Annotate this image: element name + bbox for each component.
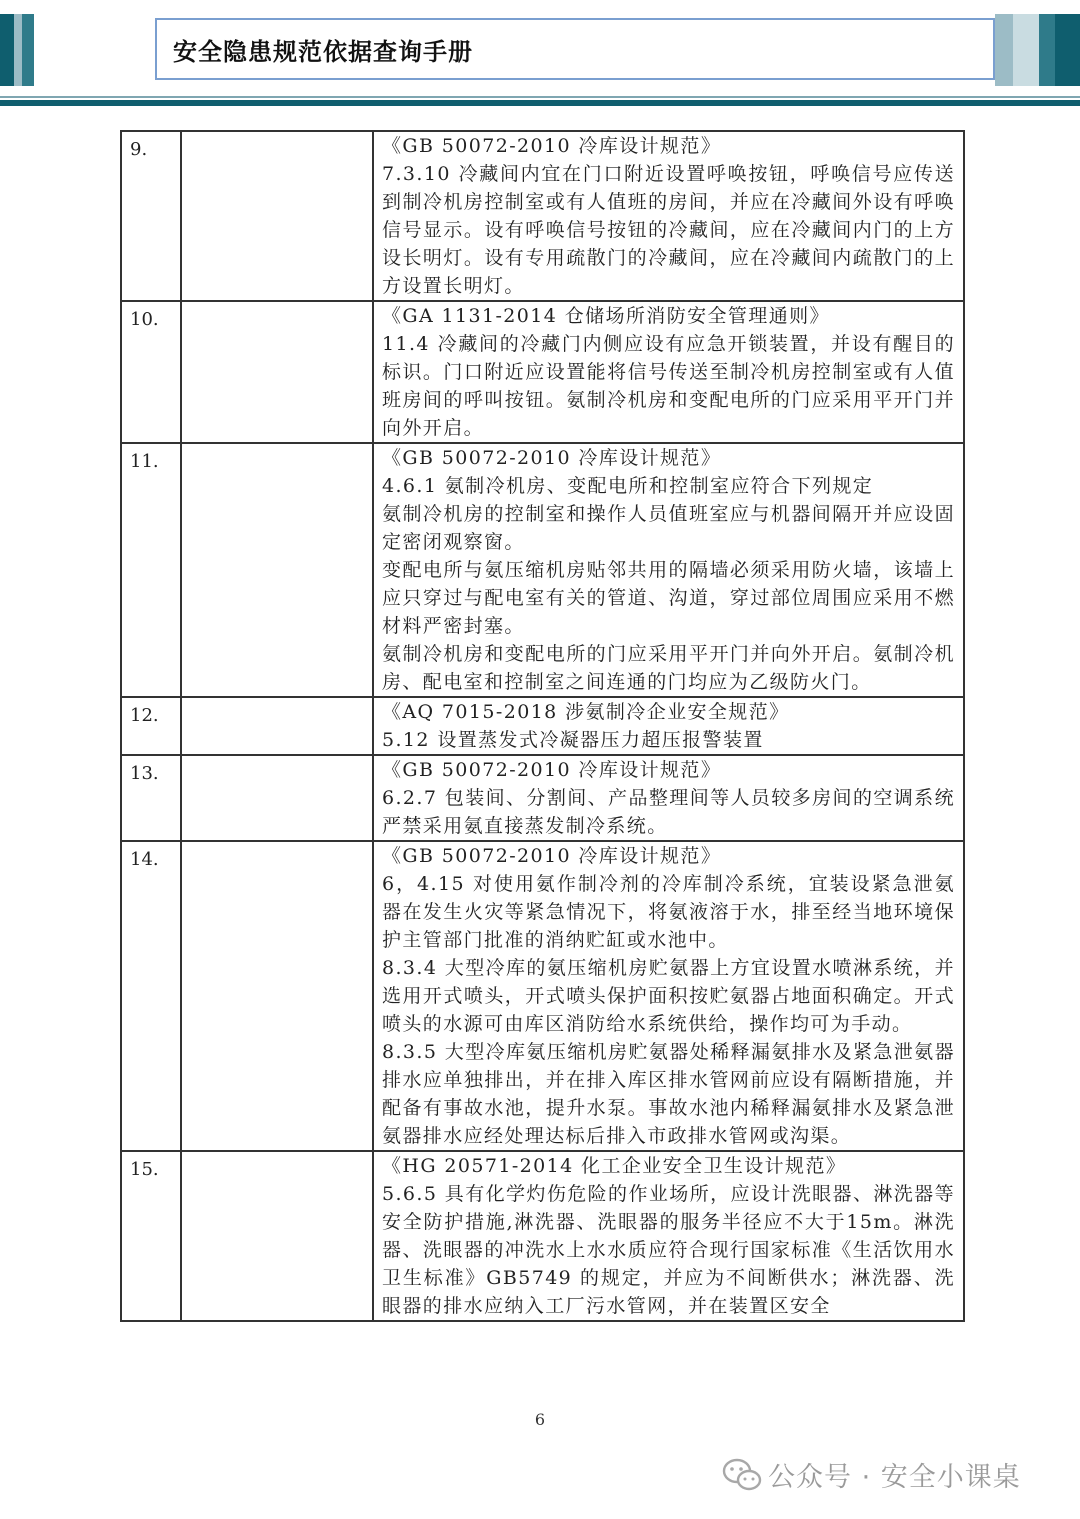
clause-text: 变配电所与氨压缩机房贴邻共用的隔墙必须采用防火墙，该墙上应只穿过与配电室有关的管道、沟道，穿过部位周围应采用不燃材料严密封塞。 — [382, 559, 955, 637]
clause-text: 氨制冷机房的控制室和操作人员值班室应与机器间隔开并应设固定密闭观察窗。 — [382, 503, 955, 553]
row-text-cell — [373, 1151, 964, 1321]
row-text — [374, 444, 963, 696]
page-header — [0, 0, 1080, 108]
watermark-text: 公众号 · 安全小课桌 — [768, 1462, 1021, 1493]
table-row — [121, 697, 964, 755]
header-stripe-right-4 — [1055, 14, 1080, 86]
header-stripe-mid-left — [22, 14, 34, 86]
table-row — [121, 841, 964, 1151]
row-empty-cell — [181, 131, 373, 301]
row-text — [374, 756, 963, 840]
standard-title: 《GB 50072-2010 冷库设计规范》 — [382, 845, 722, 867]
row-number-cell — [121, 301, 181, 443]
row-number: 11. — [130, 451, 159, 472]
table-row — [121, 755, 964, 841]
row-text-cell — [373, 841, 964, 1151]
table-row — [121, 131, 964, 301]
row-text-cell — [373, 697, 964, 755]
page-number: 6 — [534, 1410, 546, 1429]
standard-title: 《AQ 7015-2018 涉氨制冷企业安全规范》 — [382, 701, 790, 723]
row-number-cell — [121, 697, 181, 755]
table-row — [121, 1151, 964, 1321]
clause-text: 11.4 冷藏间的冷藏门内侧应设有应急开锁装置，并设有醒目的标识。门口附近应设置能将信号传送至制冷机房控制室或有人值班房间的呼叫按钮。氨制冷机房和变配电所的门应采用平开门并向外开启。 — [382, 333, 955, 439]
wechat-icon — [722, 1458, 762, 1492]
table-body — [121, 131, 964, 1321]
header-stripe-right-1 — [995, 14, 1013, 86]
row-text-cell — [373, 301, 964, 443]
row-number-cell — [121, 841, 181, 1151]
row-number: 9. — [130, 139, 148, 160]
clause-text: 6，4.15 对使用氨作制冷剂的冷库制冷系统，宜装设紧急泄氨器在发生火灾等紧急情况下，将氨液溶于水，排至经当地环境保护主管部门批准的消纳贮缸或水池中。 — [382, 873, 955, 951]
watermark — [722, 1455, 1021, 1495]
clause-text: 7.3.10 冷藏间内宜在门口附近设置呼唤按钮，呼唤信号应传送到制冷机房控制室或有人值班的房间，并应在冷藏间外设有呼唤信号显示。设有呼唤信号按钮的冷藏间，应在冷藏间内门的上方设长明灯。设有专用疏散门的冷藏间，应在冷藏间内疏散门的上方设置长明灯。 — [382, 163, 955, 297]
table-row — [121, 301, 964, 443]
standard-title: 《GA 1131-2014 仓储场所消防安全管理通则》 — [382, 305, 830, 327]
regulation-table — [120, 130, 965, 1322]
row-empty-cell — [181, 443, 373, 697]
row-number-cell — [121, 131, 181, 301]
clause-text: 5.12 设置蒸发式冷凝器压力超压报警装置 — [382, 729, 764, 751]
clause-text: 5.6.5 具有化学灼伤危险的作业场所，应设计洗眼器、淋洗器等安全防护措施,淋洗器、洗眼器的服务半径应不大于15m。淋洗器、洗眼器的冲洗水上水水质应符合现行国家标准《生活饮用水卫生标准》GB5749 的规定，并应为不间断供水；淋洗器、洗眼器的排水应纳入工厂污水管网，并在装置区安全 — [382, 1183, 955, 1317]
row-number: 10. — [130, 309, 159, 330]
standard-title: 《GB 50072-2010 冷库设计规范》 — [382, 759, 722, 781]
row-text — [374, 842, 963, 1150]
header-stripe-right-2 — [1013, 14, 1039, 86]
row-number: 15. — [130, 1159, 159, 1180]
standard-title: 《GB 50072-2010 冷库设计规范》 — [382, 135, 722, 157]
clause-text: 8.3.4 大型冷库的氨压缩机房贮氨器上方宜设置水喷淋系统，并选用开式喷头，开式喷头保护面积按贮氨器占地面积确定。开式喷头的水源可由库区消防给水系统供给，操作均可为手动。 — [382, 957, 955, 1035]
row-empty-cell — [181, 301, 373, 443]
row-empty-cell — [181, 1151, 373, 1321]
standard-title: 《HG 20571-2014 化工企业安全卫生设计规范》 — [382, 1155, 847, 1177]
row-text — [374, 132, 963, 300]
row-number-cell — [121, 755, 181, 841]
table-row — [121, 443, 964, 697]
document-title: 安全隐患规范依据查询手册 — [173, 38, 473, 66]
row-text-cell — [373, 443, 964, 697]
row-empty-cell — [181, 697, 373, 755]
header-rule — [0, 100, 1080, 106]
row-empty-cell — [181, 755, 373, 841]
row-number: 12. — [130, 705, 159, 726]
row-text — [374, 698, 963, 754]
header-stripe-light-left — [14, 14, 22, 86]
clause-text: 4.6.1 氨制冷机房、变配电所和控制室应符合下列规定 — [382, 475, 874, 497]
row-text-cell — [373, 131, 964, 301]
row-empty-cell — [181, 841, 373, 1151]
row-text — [374, 302, 963, 442]
row-text — [374, 1152, 963, 1320]
row-number-cell — [121, 1151, 181, 1321]
clause-text: 6.2.7 包装间、分割间、产品整理间等人员较多房间的空调系统严禁采用氨直接蒸发制冷系统。 — [382, 787, 955, 837]
header-stripe-dark-left — [0, 14, 14, 86]
header-title-box — [155, 18, 995, 80]
row-number: 14. — [130, 849, 159, 870]
row-number-cell — [121, 443, 181, 697]
standard-title: 《GB 50072-2010 冷库设计规范》 — [382, 447, 722, 469]
clause-text: 氨制冷机房和变配电所的门应采用平开门并向外开启。氨制冷机房、配电室和控制室之间连通的门均应为乙级防火门。 — [382, 643, 955, 693]
header-stripe-right-3 — [1039, 14, 1055, 86]
row-text-cell — [373, 755, 964, 841]
clause-text: 8.3.5 大型冷库氨压缩机房贮氨器处稀释漏氨排水及紧急泄氨器排水应单独排出，并在排入库区排水管网前应设有隔断措施，并配备有事故水池，提升水泵。事故水池内稀释漏氨排水及紧急泄氨器排水应经处理达标后排入市政排水管网或沟渠。 — [382, 1041, 955, 1147]
row-number: 13. — [130, 763, 159, 784]
header-rule-thin — [0, 96, 1080, 98]
